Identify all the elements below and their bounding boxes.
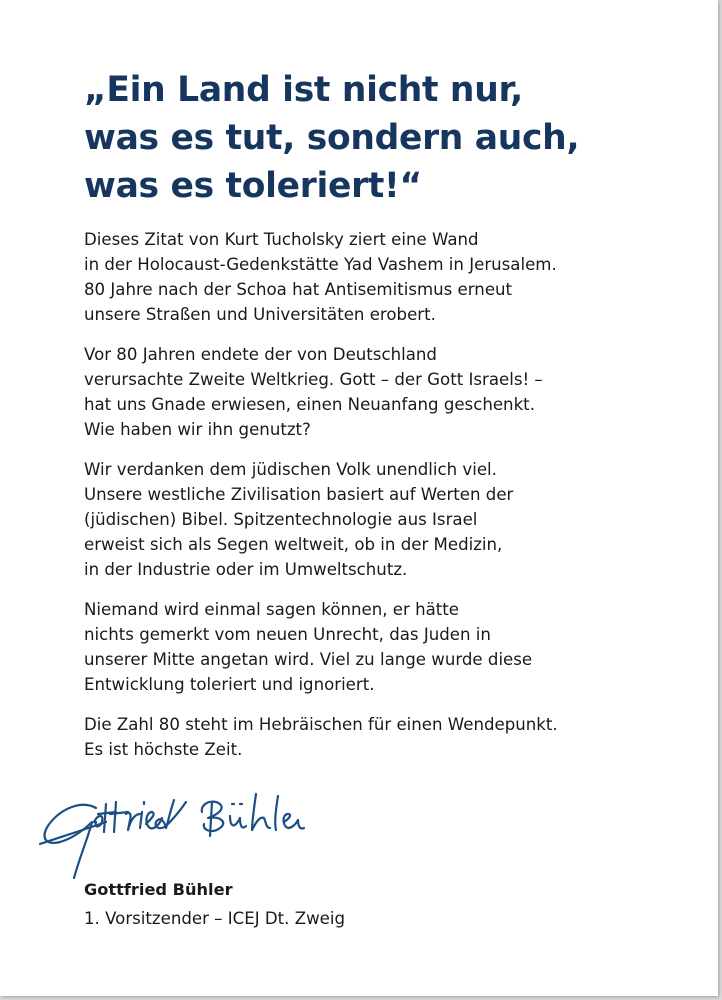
signer-role: 1. Vorsitzender – ICEJ Dt. Zweig [84,909,346,928]
paragraph-3 [84,457,644,582]
text-line: in der Industrie oder im Umweltschutz. [84,560,408,579]
paragraph-1 [84,227,644,327]
text-line: in der Holocaust-Gedenkstätte Yad Vashem in Jerusalem. [84,255,557,274]
text-line: Vor 80 Jahren endete der von Deutschland [84,345,437,364]
paragraph-4 [84,597,644,697]
text-line: 80 Jahre nach der Schoa hat Antisemitismus erneut [84,280,513,299]
paragraph-5 [84,712,644,762]
text-line: Es ist höchste Zeit. [84,740,243,759]
text-line: erweist sich als Segen weltweit, ob in der Medizin, [84,535,503,554]
headline-line: was es toleriert!“ [84,166,422,206]
headline-line: was es tut, sondern auch, [84,118,580,158]
text-line: Dieses Zitat von Kurt Tucholsky ziert eine Wand [84,230,479,249]
text-line: unserer Mitte angetan wird. Viel zu lange wurde diese [84,650,533,669]
headline-line: „Ein Land ist nicht nur, [84,70,523,110]
text-line: Entwicklung toleriert und ignoriert. [84,675,375,694]
text-line: hat uns Gnade erwiesen, einen Neuanfang geschenkt. [84,395,535,414]
handwritten-signature [34,778,334,888]
text-line: Wir verdanken dem jüdischen Volk unendlich viel. [84,460,497,479]
signer-name: Gottfried Bühler [84,880,233,899]
paragraph-2 [84,342,644,442]
text-line: Die Zahl 80 steht im Hebräischen für einen Wendepunkt. [84,715,558,734]
text-line: (jüdischen) Bibel. Spitzentechnologie aus Israel [84,510,478,529]
text-line: nichts gemerkt vom neuen Unrecht, das Juden in [84,625,491,644]
headline-quote [84,66,644,210]
text-line: unsere Straßen und Universitäten erobert. [84,305,436,324]
text-line: Niemand wird einmal sagen können, er hätte [84,600,460,619]
text-line: verursachte Zweite Weltkrieg. Gott – der Gott Israels! – [84,370,543,389]
letter-body [84,227,644,777]
text-line: Unsere westliche Zivilisation basiert auf Werten der [84,485,514,504]
text-line: Wie haben wir ihn genutzt? [84,420,311,439]
